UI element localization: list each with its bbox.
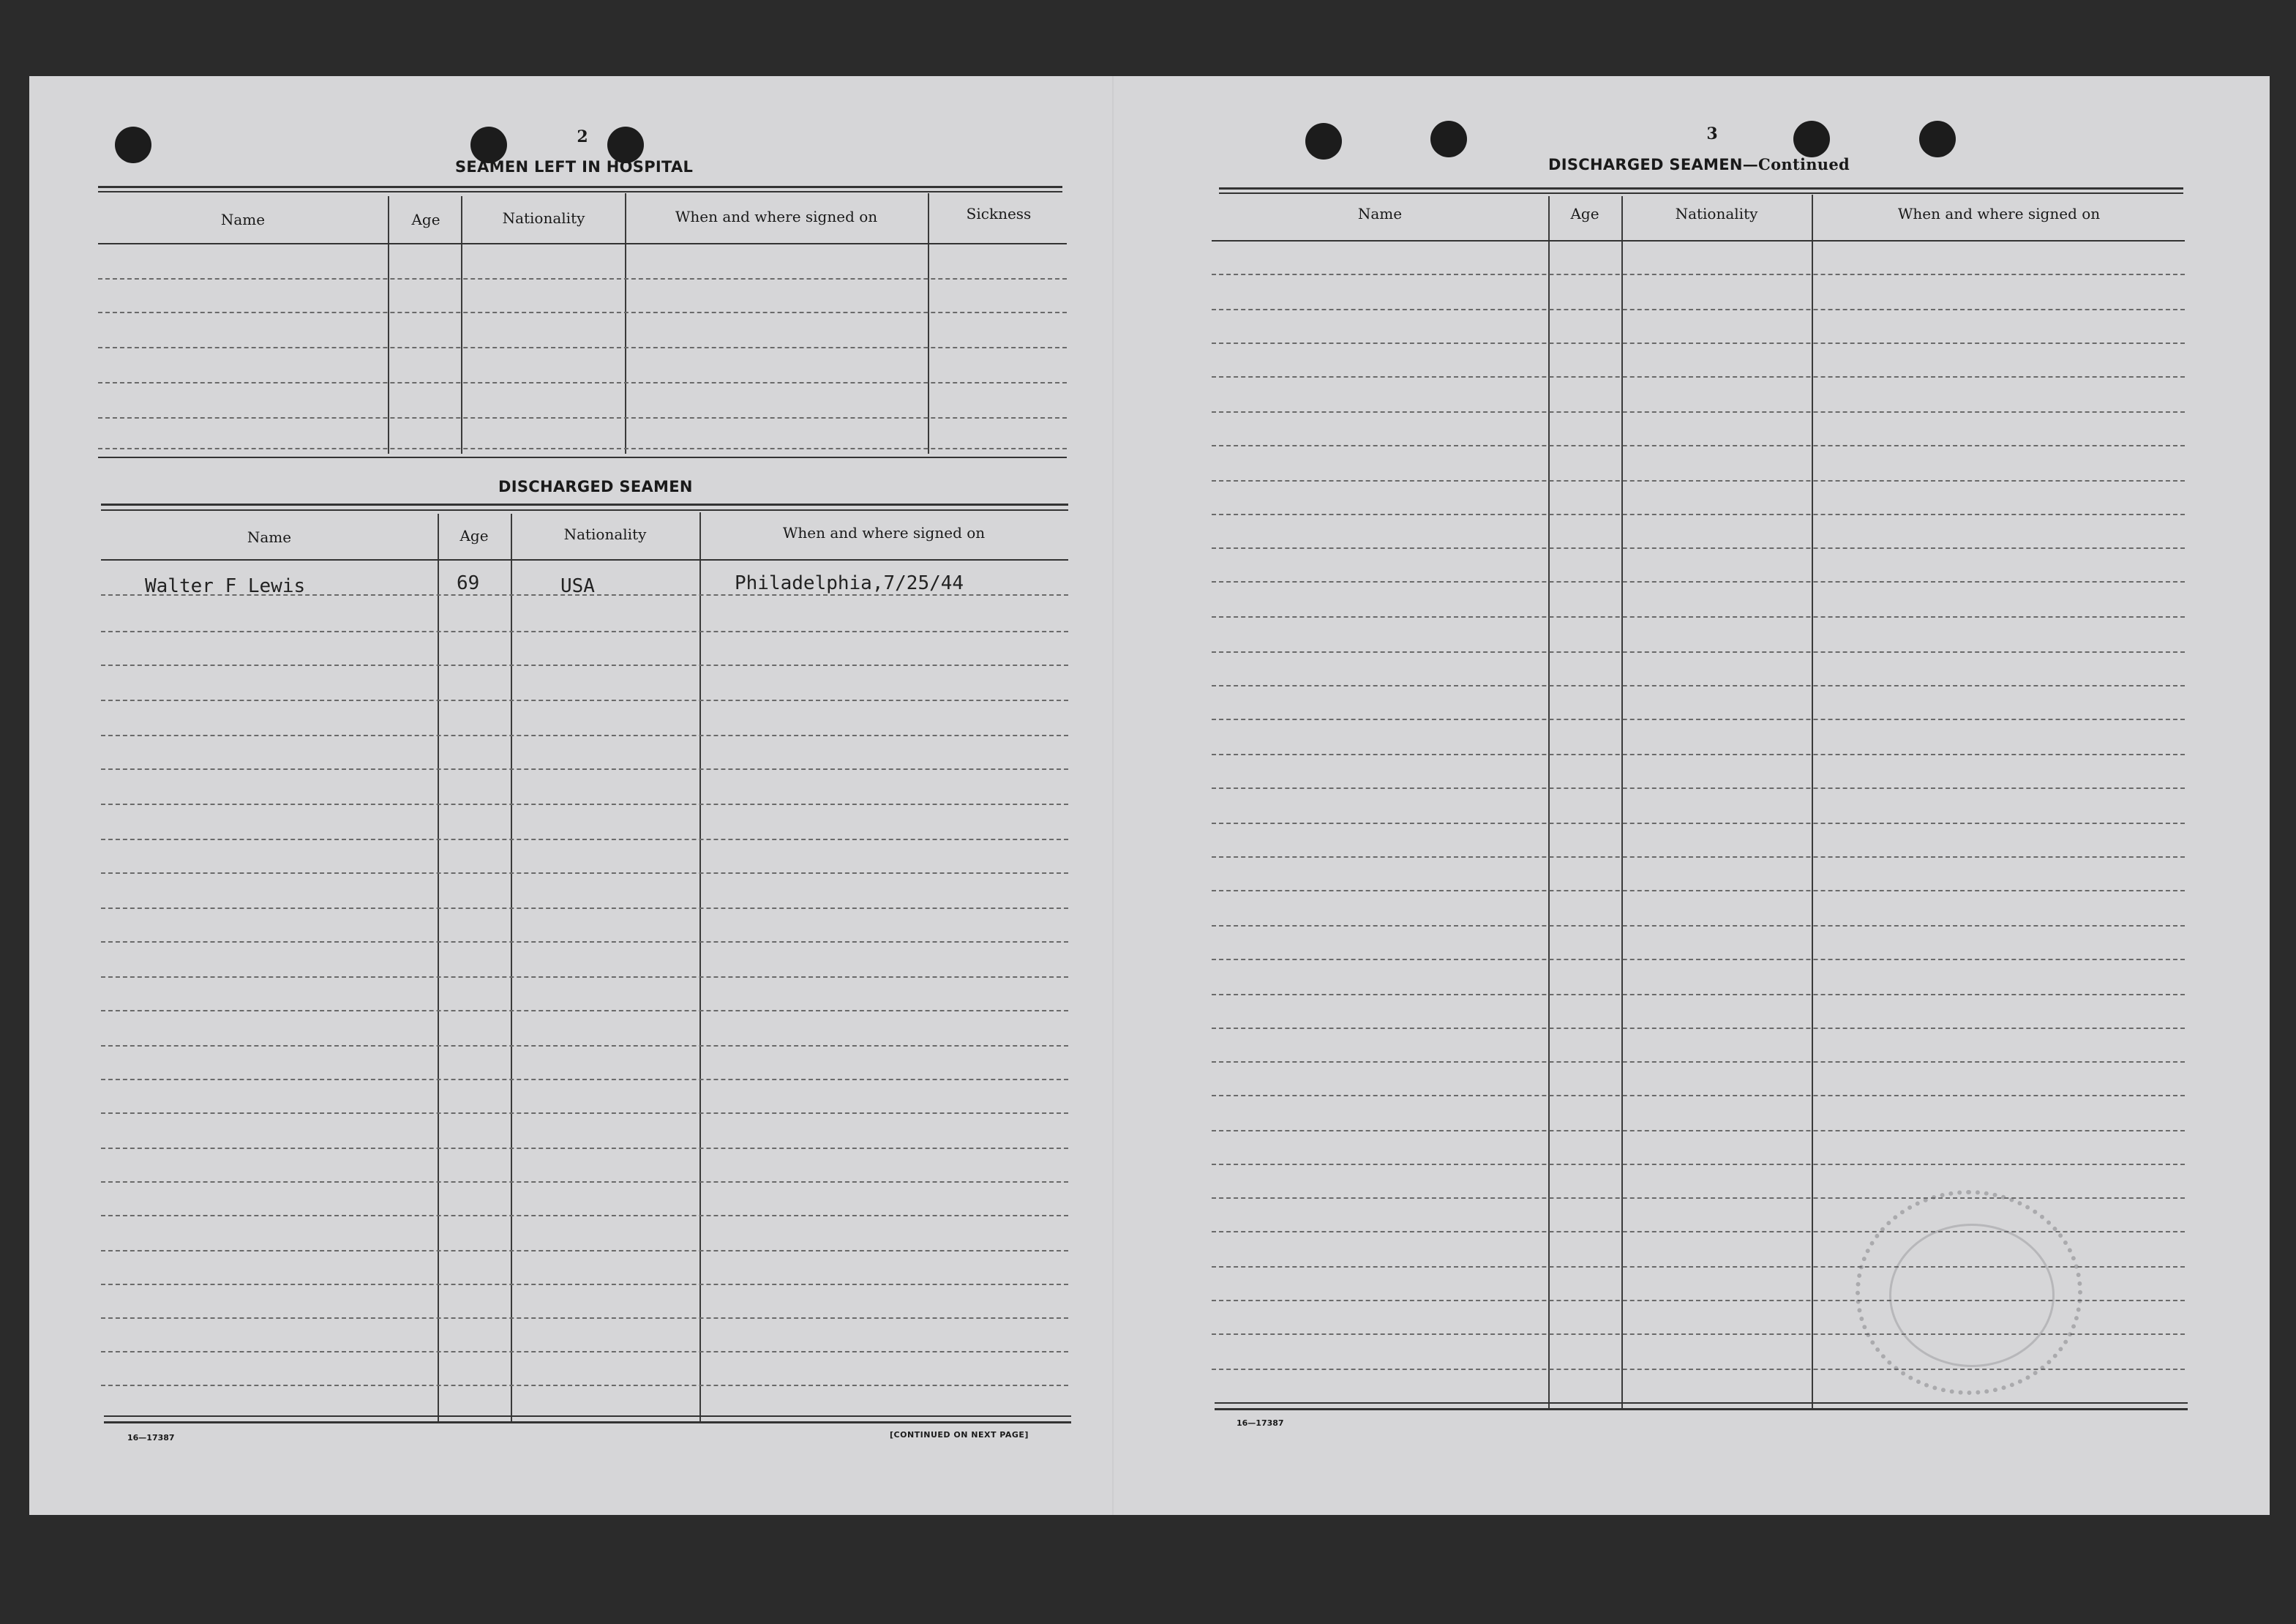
title-main: DISCHARGED SEAMEN xyxy=(1548,156,1743,173)
page-fold xyxy=(1112,76,1114,1515)
header-rule xyxy=(101,559,1068,561)
punch-hole xyxy=(1305,123,1342,160)
page-number: 3 xyxy=(1706,124,1718,143)
table-row xyxy=(101,1317,1068,1319)
table-bottom-rule xyxy=(1215,1402,2188,1404)
table-row xyxy=(101,1250,1068,1251)
col-header-signed-on: When and where signed on xyxy=(782,524,986,542)
continued-note: [CONTINUED ON NEXT PAGE] xyxy=(890,1430,1029,1440)
table-row xyxy=(1212,581,2185,583)
form-number: 16—17387 xyxy=(127,1433,175,1442)
column-divider xyxy=(625,193,626,454)
table-top-rule xyxy=(98,186,1062,188)
table-row xyxy=(98,417,1067,419)
column-divider xyxy=(511,514,512,1421)
column-divider xyxy=(388,196,389,454)
table-row xyxy=(101,1351,1068,1352)
col-header-signed-on: When and where signed on xyxy=(1897,205,2101,222)
table-row xyxy=(98,347,1067,348)
header-rule xyxy=(1212,240,2185,242)
table-row xyxy=(1212,376,2185,378)
title-suffix: —Continued xyxy=(1742,155,1850,173)
table-row xyxy=(1212,1130,2185,1131)
table-top-rule xyxy=(98,191,1062,192)
table-row xyxy=(1212,309,2185,310)
page-number: 2 xyxy=(577,127,588,146)
table-row xyxy=(1212,343,2185,344)
table-row xyxy=(1212,685,2185,686)
table-row xyxy=(101,665,1068,666)
table-row xyxy=(101,839,1068,840)
table-row xyxy=(101,976,1068,978)
table-row xyxy=(1212,547,2185,549)
table-row xyxy=(1212,823,2185,824)
col-header-name: Name xyxy=(220,211,266,228)
hospital-section-title: SEAMEN LEFT IN HOSPITAL xyxy=(455,158,694,176)
col-header-nationality: Nationality xyxy=(502,209,585,227)
table-row xyxy=(1212,445,2185,446)
table-row xyxy=(1212,754,2185,755)
table-row xyxy=(101,1284,1068,1285)
table-row xyxy=(98,382,1067,383)
col-header-nationality: Nationality xyxy=(1675,205,1758,222)
table-row xyxy=(1212,1028,2185,1029)
table-row xyxy=(101,700,1068,701)
table-row xyxy=(98,278,1067,280)
form-number: 16—17387 xyxy=(1237,1418,1284,1428)
table-row xyxy=(1212,1164,2185,1165)
table-bottom-rule xyxy=(1215,1408,2188,1410)
table-row xyxy=(1212,1061,2185,1063)
table-top-rule xyxy=(101,504,1068,506)
table-row xyxy=(1212,514,2185,515)
table-bottom-rule xyxy=(104,1415,1071,1417)
table-row xyxy=(1212,411,2185,413)
col-header-name: Name xyxy=(1357,205,1403,222)
table-bottom-rule xyxy=(98,457,1067,458)
table-top-rule xyxy=(1219,192,2183,194)
punch-hole xyxy=(1919,121,1956,157)
table-row xyxy=(101,768,1068,770)
official-stamp xyxy=(1856,1190,2082,1395)
table-row xyxy=(101,1112,1068,1114)
table-top-rule xyxy=(101,509,1068,511)
col-header-nationality: Nationality xyxy=(563,525,647,543)
table-row xyxy=(98,312,1067,313)
table-row xyxy=(1212,274,2185,275)
table-row xyxy=(1212,890,2185,891)
table-row xyxy=(101,872,1068,874)
table-row xyxy=(1212,787,2185,789)
table-row xyxy=(101,908,1068,909)
table-row xyxy=(1212,651,2185,653)
col-header-age: Age xyxy=(459,527,489,545)
table-row xyxy=(1212,719,2185,720)
column-divider xyxy=(1548,196,1550,1408)
table-row xyxy=(1212,1197,2185,1199)
table-row xyxy=(101,1079,1068,1080)
column-divider xyxy=(1621,196,1623,1408)
table-row xyxy=(101,804,1068,805)
column-divider xyxy=(461,196,462,454)
column-divider xyxy=(928,193,929,454)
table-row xyxy=(1212,1095,2185,1096)
table-row xyxy=(101,1181,1068,1183)
col-header-signed-on: When and where signed on xyxy=(675,208,878,225)
table-row xyxy=(1212,959,2185,960)
seaman-signed-on: Philadelphia,7/25/44 xyxy=(735,572,964,594)
discharged-section-title: DISCHARGED SEAMEN xyxy=(498,478,693,495)
column-divider xyxy=(438,514,439,1421)
table-row xyxy=(101,941,1068,943)
col-header-age: Age xyxy=(1570,205,1599,222)
table-row xyxy=(101,1148,1068,1149)
table-row xyxy=(1212,480,2185,482)
table-row xyxy=(101,735,1068,736)
table-row xyxy=(1212,856,2185,858)
table-row xyxy=(1212,925,2185,927)
table-row xyxy=(101,1010,1068,1011)
col-header-age: Age xyxy=(411,211,440,228)
seaman-nationality: USA xyxy=(560,575,595,597)
seaman-age: 69 xyxy=(457,572,480,594)
table-bottom-rule xyxy=(104,1421,1071,1423)
header-rule xyxy=(98,243,1067,244)
table-row xyxy=(1212,616,2185,618)
col-header-name: Name xyxy=(247,528,292,546)
punch-hole xyxy=(115,127,151,163)
table-row xyxy=(98,448,1067,449)
seaman-name: Walter F Lewis xyxy=(145,575,306,597)
table-row xyxy=(101,1215,1068,1216)
table-row xyxy=(101,631,1068,632)
table-top-rule xyxy=(1219,187,2183,190)
discharged-continued-title xyxy=(1548,155,1850,173)
col-header-sickness: Sickness xyxy=(966,205,1032,222)
table-row xyxy=(101,594,1068,596)
table-row xyxy=(101,1045,1068,1047)
punch-hole xyxy=(1430,121,1467,157)
table-row xyxy=(1212,994,2185,995)
table-row xyxy=(101,1385,1068,1386)
punch-hole xyxy=(1793,121,1830,157)
